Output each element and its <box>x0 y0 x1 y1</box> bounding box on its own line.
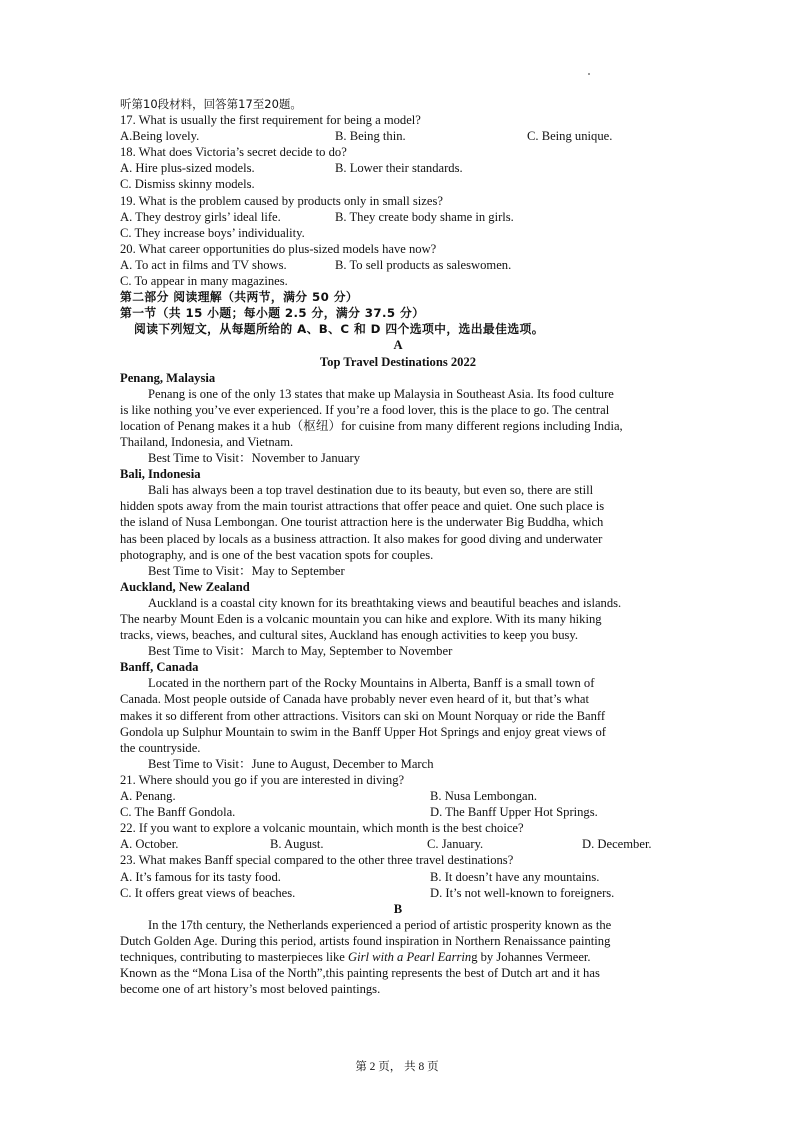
destination-text: Gondola up Sulphur Mountain to swim in the Banff Upper Hot Springs and enjoy great views of <box>120 724 606 739</box>
options-row <box>120 804 676 820</box>
options-row <box>120 160 676 176</box>
destination-text: Auckland is a coastal city known for its breathtaking views and beautiful beaches and islands. <box>148 595 622 610</box>
exam-page <box>120 96 676 997</box>
destination-text: The nearby Mount Eden is a volcanic mountain you can hike and explore. With its many hiking <box>120 612 602 626</box>
options-row <box>120 176 676 192</box>
answer-option: A. They destroy girls’ ideal life. <box>120 209 281 224</box>
answer-option: C. The Banff Gondola. <box>120 805 236 820</box>
answer-option: D. The Banff Upper Hot Springs. <box>430 805 598 820</box>
destination-name: Bali, Indonesia <box>120 467 201 482</box>
passage-b-letter: B <box>393 901 403 916</box>
passage-a-letter: A <box>393 338 403 353</box>
options-row <box>120 273 676 289</box>
options-row <box>120 257 676 273</box>
answer-option: D. December. <box>582 837 652 852</box>
section1-title: 第一节（共 15 小题；每小题 2.5 分，满分 37.5 分） <box>120 306 425 321</box>
page-footer: 第 2 页， 共 8 页 <box>355 1061 439 1073</box>
best-time: Best Time to Visit：March to May, September to November <box>148 644 453 659</box>
answer-option: C. Being unique. <box>527 129 613 144</box>
passage-b-text: g by Johannes Vermeer. <box>471 949 591 964</box>
question-stem: 18. What does Victoria’s secret decide to do? <box>120 145 347 160</box>
options-row <box>120 788 676 804</box>
answer-option: C. To appear in many magazines. <box>120 274 288 289</box>
best-time: Best Time to Visit：June to August, December to March <box>148 756 434 771</box>
destination-text: the countryside. <box>120 740 201 755</box>
destination-name: Penang, Malaysia <box>120 370 216 385</box>
best-time: Best Time to Visit：November to January <box>148 451 361 466</box>
answer-option: A. Hire plus-sized models. <box>120 161 255 176</box>
destinations <box>120 370 676 772</box>
answer-option: B. Lower their standards. <box>335 161 463 176</box>
question-stem: 20. What career opportunities do plus-sized models have now? <box>120 241 437 256</box>
question-stem: 17. What is usually the first requirement for being a model? <box>120 113 421 128</box>
destination-text: has been placed by locals as a business attraction. It also makes for good diving and underwater <box>120 531 603 546</box>
answer-option: A. It’s famous for its tasty food. <box>120 869 281 884</box>
destination-text: Penang is one of the only 13 states that make up Malaysia in Southeast Asia. Its food culture <box>148 386 614 401</box>
answer-option: B. August. <box>270 837 324 852</box>
answer-option: B. It doesn’t have any mountains. <box>430 869 600 884</box>
passage-a-title: Top Travel Destinations 2022 <box>319 354 477 369</box>
question-stem: 22. If you want to explore a volcanic mountain, which month is the best choice? <box>120 821 524 836</box>
options-row <box>120 128 676 144</box>
best-time: Best Time to Visit：May to September <box>148 563 345 578</box>
scan-dot <box>588 73 590 75</box>
passage-b-line <box>120 949 676 965</box>
destination-text: Located in the northern part of the Rocky Mountains in Alberta, Banff is a small town of <box>148 676 595 691</box>
destination-text: photography, and is one of the best vacation spots for couples. <box>120 547 434 562</box>
answer-option: A. October. <box>120 837 179 852</box>
question-stem: 21. Where should you go if you are interested in diving? <box>120 772 405 787</box>
answer-option: B. Nusa Lembongan. <box>430 789 538 804</box>
answer-option: A.Being lovely. <box>120 129 200 144</box>
answer-option: A. To act in films and TV shows. <box>120 257 287 272</box>
question-stem: 19. What is the problem caused by products only in small sizes? <box>120 193 443 208</box>
destination-text: makes it so different from other attractions. Visitors can ski on Mount Norquay or ride the Banff <box>120 708 606 723</box>
passage-b-line: Dutch Golden Age. During this period, artists found inspiration in Northern Renaissance painting <box>120 933 611 948</box>
destination-name: Auckland, New Zealand <box>120 579 250 594</box>
destination-text: Canada. Most people outside of Canada have probably never even heard of it, but that’s what <box>120 692 589 707</box>
answer-option: B. Being thin. <box>335 129 406 144</box>
passage-a-questions <box>120 772 676 901</box>
answer-option: C. It offers great views of beaches. <box>120 885 296 900</box>
options-row <box>120 885 676 901</box>
part2-title: 第二部分 阅读理解（共两节，满分 50 分） <box>120 290 359 305</box>
answer-option: C. January. <box>427 837 484 852</box>
question-stem: 23. What makes Banff special compared to the other three travel destinations? <box>120 853 514 868</box>
answer-option: D. It’s not well-known to foreigners. <box>430 885 615 900</box>
options-row <box>120 225 676 241</box>
destination-text: Thailand, Indonesia, and Vietnam. <box>120 434 294 449</box>
passage-b-line: Known as the “Mona Lisa of the North”,this painting represents the best of Dutch art and it has <box>120 966 600 981</box>
listening-intro: 听第10段材料，回答第17至20题。 <box>120 97 302 111</box>
destination-text: location of Penang makes it a hub（枢纽）for cuisine from many different regions including India, <box>120 418 623 433</box>
destination-text: tracks, views, beaches, and cultural sites, Auckland has enough activities to keep you busy. <box>120 628 579 643</box>
answer-option: B. To sell products as saleswomen. <box>335 257 512 272</box>
destination-text: Bali has always been a top travel destination due to its beauty, but even so, there are still <box>148 483 594 498</box>
answer-option: A. Penang. <box>120 789 176 804</box>
passage-b-text: techniques, contributing to masterpieces like <box>120 949 349 964</box>
destination-name: Banff, Canada <box>120 660 199 675</box>
painting-title: Girl with a Pearl Earrin <box>348 949 472 964</box>
options-row <box>120 836 676 852</box>
passage-b-line: become one of art history’s most beloved paintings. <box>120 982 381 997</box>
destination-text: hidden spots away from the main tourist attractions that offer peace and quiet. One such place is <box>120 499 605 514</box>
answer-option: B. They create body shame in girls. <box>335 209 514 224</box>
reading-instruction: 阅读下列短文，从每题所给的 A、B、C 和 D 四个选项中，选出最佳选项。 <box>134 322 544 337</box>
options-row <box>120 869 676 885</box>
answer-option: C. They increase boys’ individuality. <box>120 225 305 240</box>
destination-text: is like nothing you’ve ever experienced. If you’re a food lover, this is the place to go. The central <box>120 402 610 417</box>
answer-option: C. Dismiss skinny models. <box>120 177 255 192</box>
listening-questions <box>120 112 676 289</box>
destination-text: the island of Nusa Lembongan. One tourist attraction here is the underwater Big Buddha, which <box>120 515 604 530</box>
passage-b-line: In the 17th century, the Netherlands experienced a period of artistic prosperity known as the <box>148 917 612 932</box>
options-row <box>120 209 676 225</box>
